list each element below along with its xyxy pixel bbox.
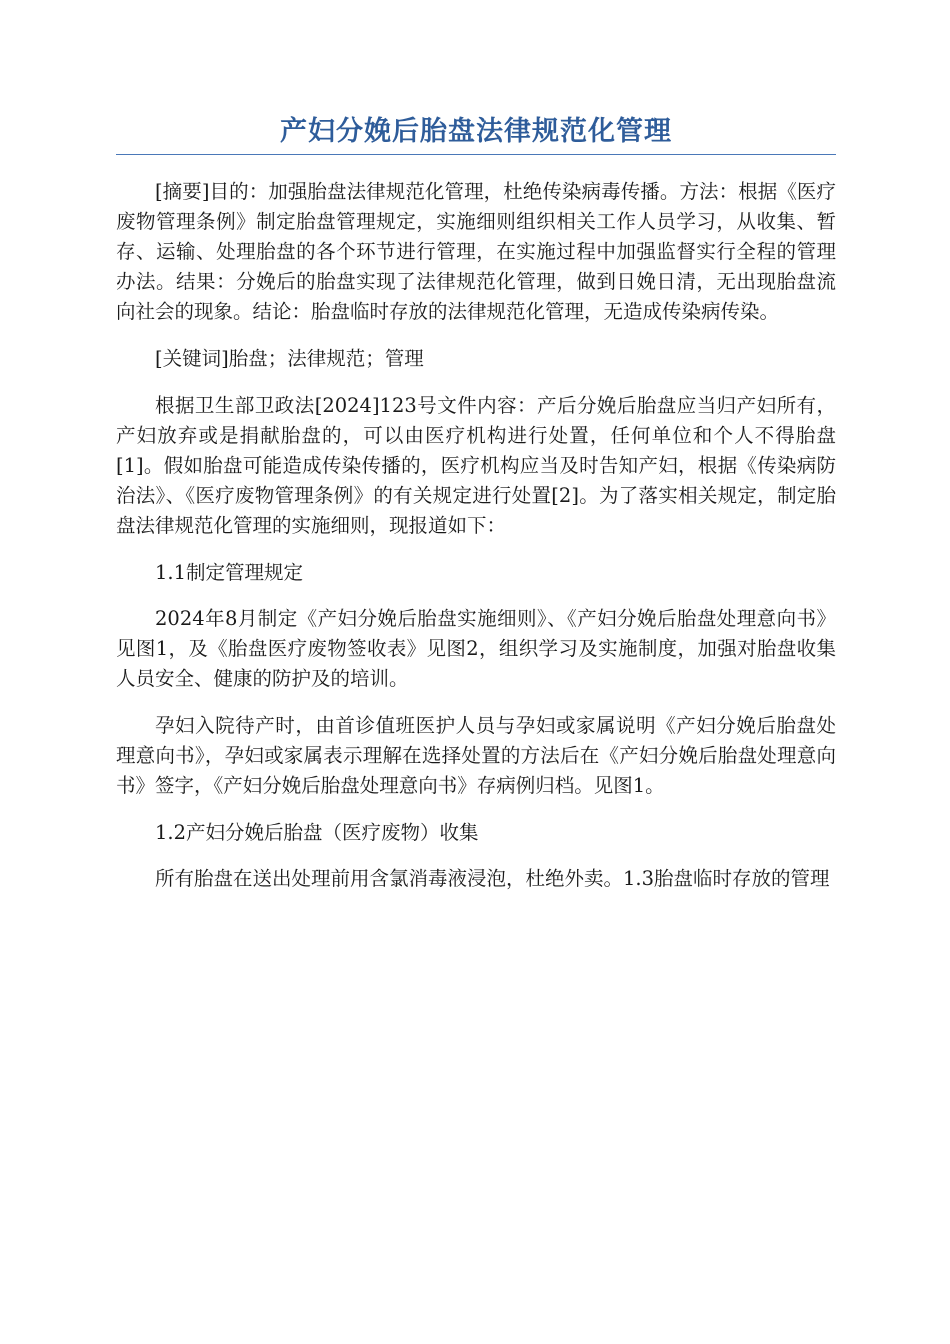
- intro-paragraph: 根据卫生部卫政法[2024]123号文件内容：产后分娩后胎盘应当归产妇所有，产妇放弃或是捐献胎盘的，可以由医疗机构进行处置，任何单位和个人不得胎盘[1]。假如胎盘可能造成传染传播的，医疗机构应当及时告知产妇，根据《传染病防治法》、《医疗废物管理条例》的有关规定进行处置[2]。为了落实相关规定，制定胎盘法律规范化管理的实施细则，现报道如下：: [116, 394, 836, 537]
- title-underline: [116, 154, 836, 155]
- section-heading-1-1: 1.1制定管理规定: [155, 561, 304, 584]
- keywords-paragraph: [关键词]胎盘；法律规范；管理: [155, 347, 424, 370]
- abstract-paragraph: [摘要]目的：加强胎盘法律规范化管理，杜绝传染病毒传播。方法：根据《医疗废物管理条例》制定胎盘管理规定，实施细则组织相关工作人员学习，从收集、暂存、运输、处理胎盘的各个环节进行管理，在实施过程中加强监督实行全程的管理办法。结果：分娩后的胎盘实现了法律规范化管理，做到日娩日清，无出现胎盘流向社会的现象。结论：胎盘临时存放的法律规范化管理，无造成传染病传染。: [116, 180, 836, 323]
- body-paragraph: 所有胎盘在送出处理前用含氯消毒液浸泡，杜绝外卖。1.3胎盘临时存放的管理: [155, 867, 830, 890]
- section-heading-1-2: 1.2产妇分娩后胎盘（医疗废物）收集: [155, 821, 479, 844]
- document-page: [116, 112, 836, 911]
- document-title: 产妇分娩后胎盘法律规范化管理: [280, 116, 672, 147]
- body-paragraph: 孕妇入院待产时，由首诊值班医护人员与孕妇或家属说明《产妇分娩后胎盘处理意向书》，孕妇或家属表示理解在选择处置的方法后在《产妇分娩后胎盘处理意向书》签字，《产妇分娩后胎盘处理意向书》存病例归档。见图1。: [116, 714, 836, 797]
- body-paragraph: 2024年8月制定《产妇分娩后胎盘实施细则》、《产妇分娩后胎盘处理意向书》见图1，及《胎盘医疗废物签收表》见图2，组织学习及实施制度，加强对胎盘收集人员安全、健康的防护及的培训。: [116, 607, 836, 690]
